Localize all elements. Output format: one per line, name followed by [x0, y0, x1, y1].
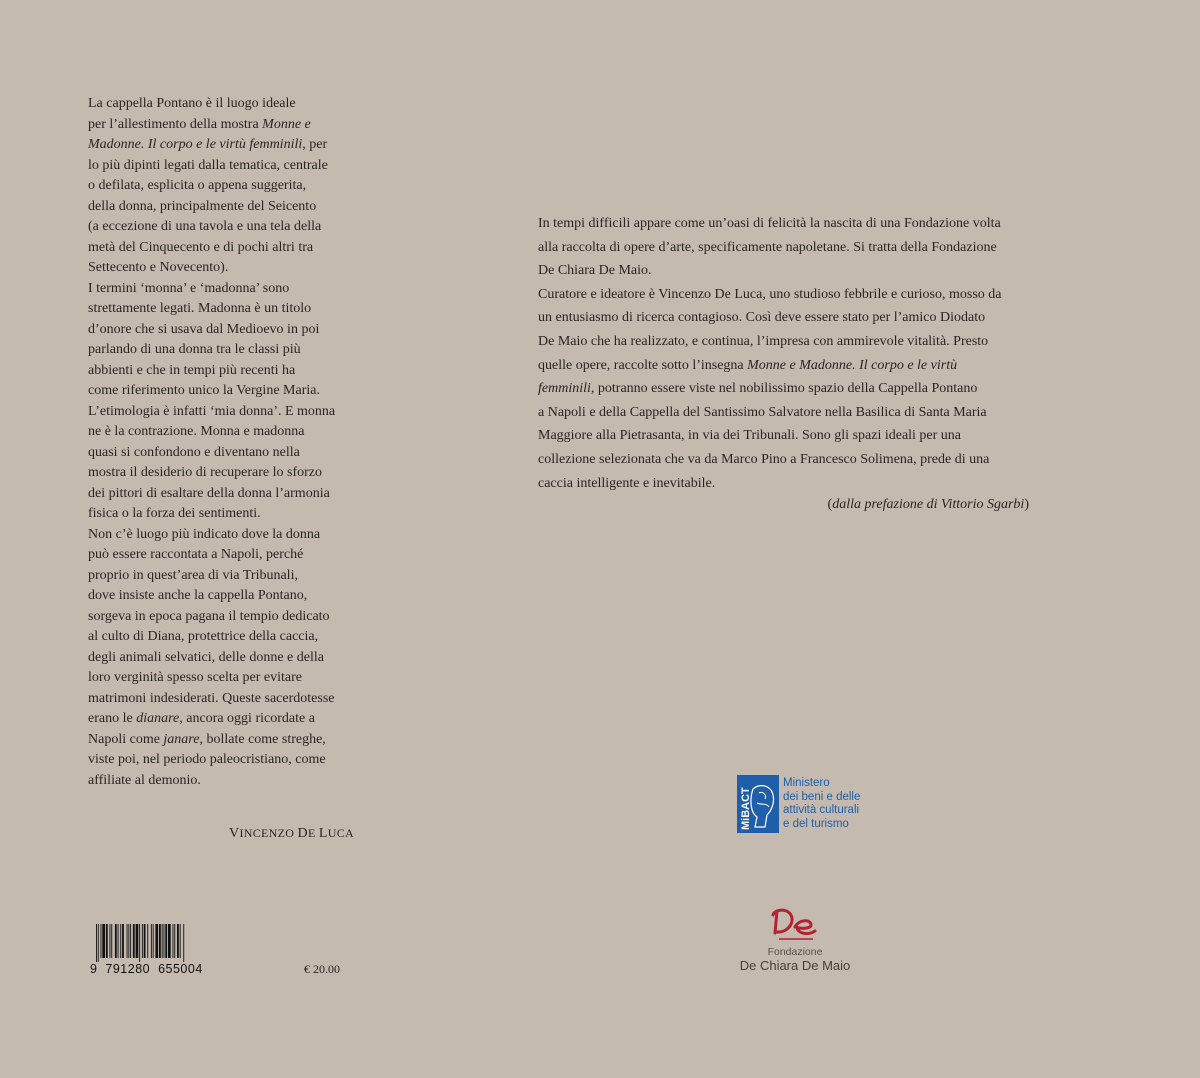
foundation-logo	[730, 905, 860, 973]
text-line: al culto di Diana, protettrice della caccia,	[88, 629, 319, 644]
text-line: collezione selezionata che va da Marco Pino a Francesco Solimena, prede di una	[538, 451, 990, 467]
text-line: lo più dipinti legati dalla tematica, centrale	[88, 157, 328, 173]
preface-attribution: (dalla prefazione di Vittorio Sgarbi)	[827, 497, 1029, 512]
foundation-label: Fondazione	[767, 946, 823, 958]
author-signature: VINCENZO DE LUCA	[229, 826, 354, 841]
text-line: I termini ‘monna’ e ‘madonna’ sono	[88, 280, 290, 296]
text-line: abbienti e che in tempi più recenti ha	[88, 362, 296, 378]
text-line: affiliate al demonio.	[88, 772, 201, 788]
text-line: quelle opere, raccolte sotto l’insegna Monne e Madonne. Il corpo e le virtù	[538, 357, 958, 373]
text-line: ne è la contrazione. Monna e madonna	[88, 424, 305, 439]
barcode-number: 9 791280 655004	[90, 962, 203, 976]
price: € 20.00	[304, 962, 340, 976]
mibact-emblem-graphic	[737, 775, 779, 833]
text-line: (a eccezione di una tavola e una tela della	[88, 219, 322, 234]
text-line: può essere raccontata a Napoli, perché	[88, 547, 304, 562]
left-text-column	[88, 94, 360, 791]
text-line: metà del Cinquecento e di pochi altri tra	[88, 239, 314, 255]
text-line: un entusiasmo di ricerca contagioso. Così deve essere stato per l’amico Diodato	[538, 310, 986, 326]
foundation-name: De Chiara De Maio	[739, 958, 851, 973]
mibact-line: Ministero	[783, 777, 830, 789]
mibact-line: attività culturali	[783, 804, 860, 816]
text-line: De Maio che ha realizzato, e continua, l’impresa con ammirevole vitalità. Presto	[538, 333, 989, 349]
foundation-monogram	[765, 905, 825, 943]
text-line: matrimoni indesiderati. Queste sacerdotesse	[88, 690, 335, 706]
text-line: viste poi, nel periodo paleocristiano, come	[88, 752, 326, 767]
text-line: loro verginità spesso scelta per evitare	[88, 670, 302, 685]
text-line: La cappella Pontano è il luogo ideale	[88, 96, 296, 111]
text-line: Non c’è luogo più indicato dove la donna	[88, 526, 321, 542]
text-line: dove insiste anche la cappella Pontano,	[88, 588, 308, 603]
mibact-logo-text: MiBACT	[740, 787, 752, 830]
text-line: Napoli come janare, bollate come streghe,	[88, 731, 326, 747]
mibact-emblem	[737, 775, 779, 833]
text-line: proprio in quest’area di via Tribunali,	[88, 567, 298, 583]
mibact-name	[783, 777, 860, 831]
text-line: degli animali selvatici, delle donne e della	[88, 649, 324, 665]
text-line: strettamente legati. Madonna è un titolo	[88, 301, 312, 316]
text-line: sorgeva in epoca pagana il tempio dedicato	[88, 608, 330, 624]
text-line: d’onore che si usava dal Medioevo in poi	[88, 321, 320, 337]
text-line: per l’allestimento della mostra Monne e	[88, 116, 311, 132]
text-line: mostra il desiderio di recuperare lo sforzo	[88, 465, 323, 480]
text-line: o defilata, esplicita o appena suggerita,	[88, 178, 307, 193]
text-line: fisica o la forza dei sentimenti.	[88, 506, 261, 521]
mibact-logo	[737, 775, 860, 833]
right-text-column	[538, 212, 1038, 495]
text-line: della donna, principalmente del Seicento	[88, 198, 317, 214]
text-line: L’etimologia è infatti ‘mia donna’. E monna	[88, 403, 336, 419]
text-line: Curatore e ideatore è Vincenzo De Luca, uno studioso febbrile e curioso, mosso da	[538, 286, 1002, 302]
text-line: quasi si confondono e diventano nella	[88, 444, 300, 460]
text-line: alla raccolta di opere d’arte, specificamente napoletane. Si tratta della Fondazione	[538, 239, 997, 255]
text-line: parlando di una donna tra le classi più	[88, 342, 301, 357]
text-line: femminili, potranno essere viste nel nobilissimo spazio della Cappella Pontano	[538, 381, 978, 397]
text-line: Maggiore alla Pietrasanta, in via dei Tribunali. Sono gli spazi ideali per una	[538, 428, 962, 444]
text-line: In tempi difficili appare come un’oasi di felicità la nascita di una Fondazione volta	[538, 216, 1001, 231]
mibact-line: e del turismo	[783, 817, 849, 830]
text-line: Settecento e Novecento).	[88, 260, 229, 275]
mibact-line: dei beni e delle	[783, 790, 861, 803]
barcode-bars	[96, 924, 214, 962]
text-line: caccia intelligente e inevitabile.	[538, 475, 716, 491]
isbn-barcode	[90, 924, 214, 976]
text-line: Madonne. Il corpo e le virtù femminili, per	[88, 137, 328, 152]
text-line: a Napoli e della Cappella del Santissimo Salvatore nella Basilica di Santa Maria	[538, 404, 987, 420]
text-line: erano le dianare, ancora oggi ricordate a	[88, 711, 315, 726]
text-line: dei pittori di esaltare della donna l’armonia	[88, 485, 330, 501]
text-line: come riferimento unico la Vergine Maria.	[88, 383, 320, 398]
text-line: De Chiara De Maio.	[538, 263, 652, 279]
